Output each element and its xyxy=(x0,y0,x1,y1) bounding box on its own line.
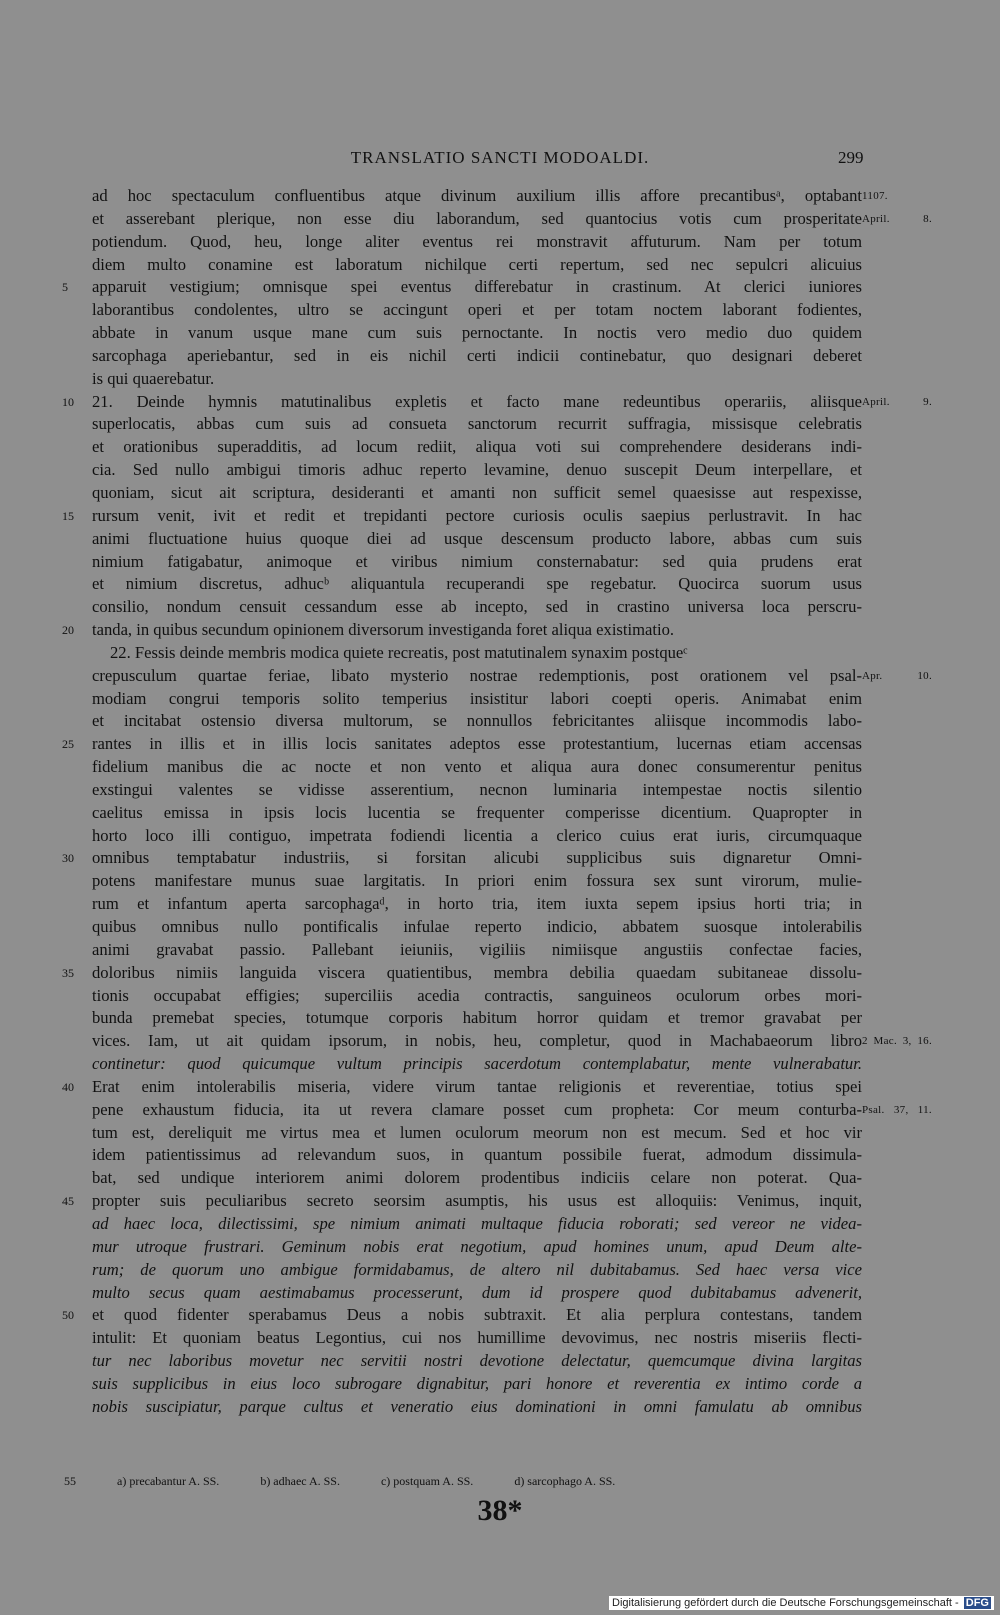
line-text: ad haec loca, dilectissimi, spe nimium animati multaque fiducia roborati; sed vereor ne videa- xyxy=(92,1213,862,1233)
margin-note: Apr. 10. xyxy=(862,669,932,682)
text-line xyxy=(92,436,862,459)
text-line xyxy=(92,482,862,505)
text-line xyxy=(92,825,862,848)
line-text: abbate in vanum usque mane cum suis pernoctante. In noctis vero medio duo quidem xyxy=(92,323,862,343)
margin-note: April. 9. xyxy=(862,395,932,408)
line-text: fidelium manibus die ac nocte et non vento et aliqua aura donec consumerentur penitus xyxy=(92,757,862,777)
text-line xyxy=(62,733,862,756)
line-text: consilio, nondum censuit cessandum esse ab incepto, sed in crastino universa loca perscru- xyxy=(92,597,862,617)
line-text: sarcophaga aperiebantur, sed in eis nichil certi indicii continebatur, quo designari deberet xyxy=(92,345,862,365)
footnote-d: d) sarcophago A. SS. xyxy=(514,1474,616,1488)
line-text: mur utroque frustrari. Geminum nobis erat negotium, apud homines unum, apud Deum alte- xyxy=(92,1236,862,1256)
text-line xyxy=(92,596,862,619)
running-title: TRANSLATIO SANCTI MODOALDI. xyxy=(350,148,650,167)
text-line xyxy=(92,185,888,208)
line-text: superlocatis, abbas cum suis ad consueta sanctorum recurrit suffragia, missisque celebratis xyxy=(92,414,862,434)
line-number: 25 xyxy=(62,737,74,752)
line-text: suis supplicibus in eius loco subrogare dignabitur, pari honore et reverentia ex intimo corde a xyxy=(92,1373,862,1393)
line-text: bat, sed undique interiorem animi dolorem prodentibus indiciis celare non poterat. Qua- xyxy=(92,1168,862,1188)
line-text: ad hoc spectaculum confluentibus atque divinum auxilium illis affore precantibusᵃ, optabant xyxy=(92,186,862,205)
line-text: cia. Sed nullo ambigui timoris adhuc reperto levamine, denuo suscepit Deum interpellare, et xyxy=(92,460,862,480)
line-number: 5 xyxy=(62,280,68,295)
dfg-logo: DFG xyxy=(965,1597,989,1609)
text-line xyxy=(92,1259,862,1282)
line-text: potiendum. Quod, heu, longe aliter eventus rei monstravit affuturum. Nam per totum xyxy=(92,231,862,251)
text-line xyxy=(92,1030,932,1053)
text-line xyxy=(92,322,862,345)
line-number: 10 xyxy=(62,394,74,409)
line-text: quoniam, sicut ait scriptura, desideranti et amanti non sufficit semel quaesisse aut respexisse, xyxy=(92,482,862,502)
text-line xyxy=(92,756,862,779)
text-line xyxy=(92,642,862,665)
line-text: horto loco illi contiguo, impetrata fodiendi licentia a clerico cuius erat iuris, circumquaque xyxy=(92,825,862,845)
footnotes xyxy=(64,1474,653,1489)
text-line xyxy=(92,1144,862,1167)
line-number: 50 xyxy=(62,1308,74,1323)
line-text: bunda premebat species, totumque corporis habitum horror quidam et tremor gravabat per xyxy=(92,1008,862,1028)
line-text: multo secus quam aestimabamus processerunt, dum id prospere quod dubitabamus advenerit, xyxy=(92,1282,862,1302)
sheet-signature: 38* xyxy=(477,1494,523,1527)
line-text: et incitabat ostensio diversa multorum, se nonnullos febricitantes aliisque incommodis labo- xyxy=(92,711,862,731)
text-line xyxy=(92,413,862,436)
text-line xyxy=(62,1304,862,1327)
margin-note: April. 8. xyxy=(862,212,932,225)
text-line xyxy=(92,939,862,962)
line-text: rantes in illis et in illis locis sanitates adeptos esse protestantium, lucernas etiam accensas xyxy=(92,734,862,754)
line-text: 21. Deinde hymnis matutinalibus expletis et facto mane redeuntibus operariis, aliisque xyxy=(92,391,862,411)
text-line xyxy=(62,962,862,985)
text-line xyxy=(92,1327,862,1350)
text-line xyxy=(92,573,862,596)
text-line xyxy=(92,870,862,893)
line-text: animi gravabat passio. Pallebant ieiuniis, vigiliis nimiisque angustiis confectae facies, xyxy=(92,939,862,959)
line-number: 30 xyxy=(62,851,74,866)
text-line xyxy=(92,345,862,368)
line-text: 22. Fessis deinde membris modica quiete recreatis, post matutinalem synaxim postqueᶜ xyxy=(110,642,688,662)
text-line xyxy=(92,1282,862,1305)
line-text: et asserebant plerique, non esse diu laborandum, sed quantocius votis cum prosperitate xyxy=(92,208,862,228)
line-text: is qui quaerebatur. xyxy=(92,368,215,388)
margin-note: 1107. xyxy=(862,190,888,202)
line-number: 15 xyxy=(62,508,74,523)
line-text: caelitus emissa in ipsis locis lucentia se frequenter comperisse dicentium. Quapropter in xyxy=(92,802,862,822)
text-line xyxy=(62,391,932,414)
text-line xyxy=(92,1099,932,1122)
line-text: pene exhaustum fiducia, ita ut revera clamare posset cum propheta: Cor meum conturba- xyxy=(92,1099,862,1119)
line-text: quibus omnibus nullo pontificalis infulae reperto indicio, abbatem suosque intolerabilis xyxy=(92,917,862,936)
line-text: animi fluctuatione huius quoque diei ad usque descensum producto labore, abbas cum suis xyxy=(92,528,862,548)
line-text: tanda, in quibus secundum opinionem diversorum investiganda foret aliqua existimatio. xyxy=(92,620,675,640)
line-text: tur nec laboribus movetur nec servitii nostri devotione delectatur, quemcumque divina largitas xyxy=(92,1351,862,1371)
text-line xyxy=(92,1396,862,1419)
text-line xyxy=(92,1373,862,1396)
text-line xyxy=(92,893,862,916)
text-line xyxy=(92,528,862,551)
line-text: idem patientissimus ad relevandum suos, in quantum possibile fuerat, admodum dissimula- xyxy=(92,1145,862,1165)
text-line xyxy=(62,847,862,870)
line-text: exstingui valentes se vidisse asserentium, necnon luminaria intempestae noctis silentio xyxy=(92,779,862,799)
margin-note: 2 Mac. 3, 16. xyxy=(862,1035,932,1048)
footnote-a: a) precabantur A. SS. xyxy=(117,1474,220,1488)
line-text: et nimium discretus, adhucᵇ aliquantula recuperandi spe regebatur. Quocirca suorum usus xyxy=(92,574,862,594)
text-line xyxy=(92,802,862,825)
text-line xyxy=(92,985,862,1008)
credit-text: Digitalisierung gefördert durch die Deutsche Forschungsgemeinschaft - xyxy=(612,1597,959,1609)
line-text: doloribus nimiis languida viscera quatientibus, membra debilia quaedam subitaneae dissolu- xyxy=(92,962,862,982)
text-line xyxy=(92,254,862,277)
text-line xyxy=(92,1213,862,1236)
margin-note: Psal. 37, 11. xyxy=(862,1103,932,1116)
line-text: rursum venit, ivit et redit et trepidanti pectore curiosis oculis saepius perlustravit. In hac xyxy=(92,505,862,525)
line-text: propter suis peculiaribus secreto seorsim asumptis, his usus est alloquiis: Venimus, inquit, xyxy=(92,1191,862,1211)
text-line xyxy=(92,1122,862,1145)
text-line xyxy=(92,688,862,711)
text-line xyxy=(92,459,862,482)
text-line xyxy=(62,276,862,299)
text-line xyxy=(92,299,862,322)
line-text: rum et infantum aperta sarcophagaᵈ, in horto tria, item iuxta sepem ipsius horti tria; in xyxy=(92,894,862,914)
text-line xyxy=(92,1167,862,1190)
text-line xyxy=(62,619,862,642)
footnote-c: c) postquam A. SS. xyxy=(380,1474,474,1488)
text-line xyxy=(62,1076,862,1099)
line-text: tum est, dereliquit me virtus mea et lumen oculorum meorum non est mecum. Sed et hoc vir xyxy=(92,1122,862,1142)
line-text: Erat enim intolerabilis miseria, videre virum tantae religionis et reverentiae, totius spei xyxy=(92,1076,862,1096)
text-line xyxy=(92,368,862,391)
text-line xyxy=(92,710,862,733)
text-line xyxy=(92,1053,862,1076)
line-text: omnibus temptabatur industriis, si forsitan alicubi supplicibus suis dignaretur Omni- xyxy=(92,848,862,868)
line-text: et quod fidenter sperabamus Deus a nobis subtraxit. Et alia perplura contestans, tandem xyxy=(92,1305,862,1325)
text-line xyxy=(92,231,862,254)
line-number: 45 xyxy=(62,1194,74,1209)
text-line xyxy=(92,916,862,939)
line-text: crepusculum quartae feriae, libato mysterio nostrae redemptionis, post orationem vel psal- xyxy=(92,665,862,685)
text-line xyxy=(62,505,862,528)
line-text: nobis suscipiatur, parque cultus et veneratio eius dominationi in omni famulatu ab omnibus xyxy=(92,1396,862,1416)
line-text: potens manifestare munus suae largitatis. In priori enim fossura sex sunt virorum, mulie- xyxy=(92,871,862,891)
body-text xyxy=(62,185,932,1419)
text-line xyxy=(92,1007,862,1030)
line-text: modiam congrui temporis solito temperius insistitur labori coepti operis. Animabat enim xyxy=(92,688,862,708)
line-text: nimium fatigabatur, animoque et viribus nimium consternabatur: sed quia prudens erat xyxy=(92,551,862,571)
line-text: vices. Iam, ut ait quidam ipsorum, in nobis, heu, completur, quod in Machabaeorum libro xyxy=(92,1031,862,1051)
line-text: apparuit vestigium; omnisque spei eventus differebatur in crastinum. At clerici iuniores xyxy=(92,277,862,297)
line-number: 35 xyxy=(62,965,74,980)
line-text: diem multo conamine est laboratum nichilque certi repertum, sed nec sepulcri alicuius xyxy=(92,254,862,274)
line-number: 40 xyxy=(62,1079,74,1094)
line-text: et orationibus superadditis, ad locum rediit, aliqua voti sui comprehendere desiderans indi- xyxy=(92,437,862,457)
digitization-credit xyxy=(609,1596,994,1610)
text-line xyxy=(62,1190,862,1213)
page-number: 299 xyxy=(838,148,864,167)
line-text: rum; de quorum uno ambigue formidabamus, de altero nil dubitabamus. Sed haec versa vice xyxy=(92,1259,862,1279)
line-text: continetur: quod quicumque vultum principis sacerdotum contemplabatur, mente vulnerabatur. xyxy=(92,1054,862,1074)
text-line xyxy=(92,1236,862,1259)
text-line xyxy=(92,665,932,688)
line-text: intulit: Et quoniam beatus Legontius, cui nos humillime devovimus, nec nostris miseriis flecti- xyxy=(92,1328,862,1348)
footnote-line-number: 55 xyxy=(64,1474,76,1488)
line-text: laborantibus condolentes, ultro se accingunt operi et per totam noctem laborant fodientes, xyxy=(92,300,862,320)
footnote-b: b) adhaec A. SS. xyxy=(260,1474,340,1488)
line-number: 20 xyxy=(62,623,74,638)
text-line xyxy=(92,1350,862,1373)
text-line xyxy=(92,551,862,574)
line-text: tionis occupabat effigies; superciliis acedia contractis, sanguineos oculorum orbes mori- xyxy=(92,985,862,1005)
text-line xyxy=(92,208,932,231)
text-line xyxy=(92,779,862,802)
